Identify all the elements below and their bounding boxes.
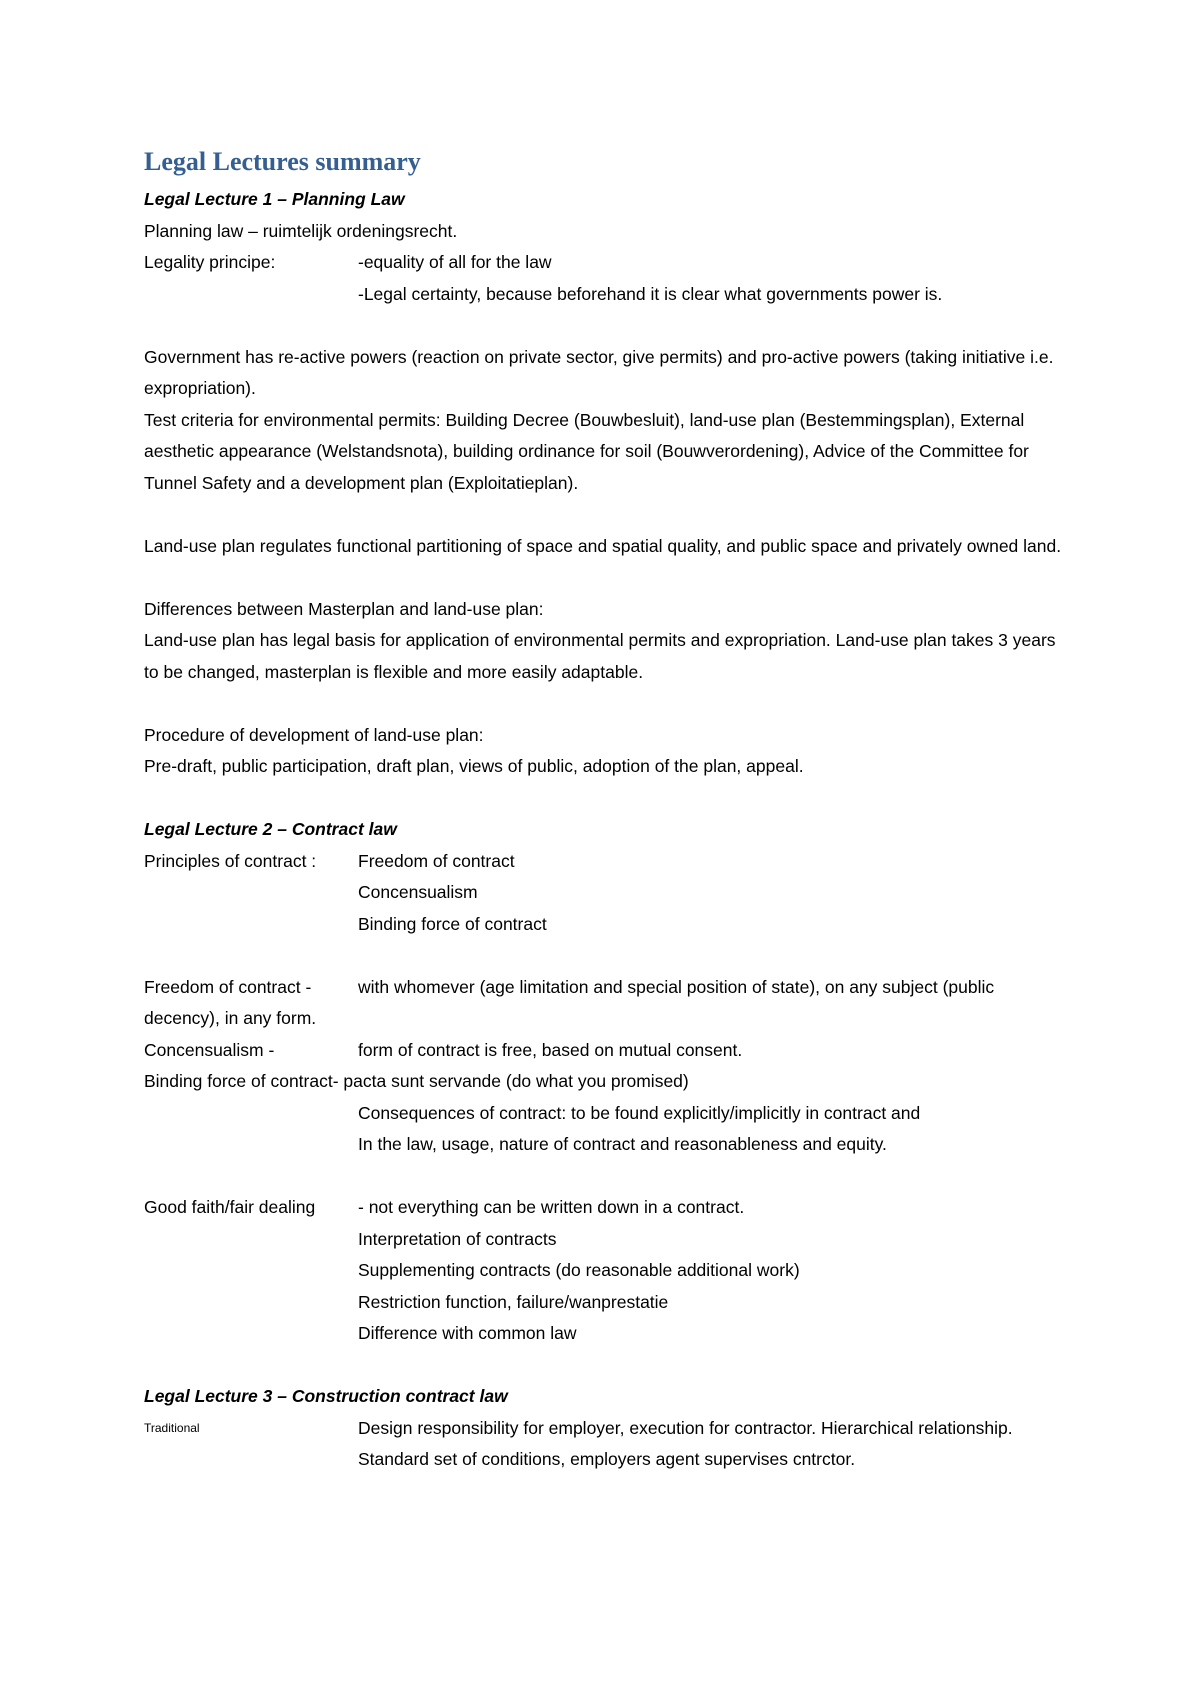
good-faith-row bbox=[144, 1192, 1074, 1224]
binding-force-line bbox=[144, 1066, 1074, 1098]
principles-label: Principles of contract : bbox=[144, 850, 317, 871]
procedure-paragraph: Pre-draft, public participation, draft plan, views of public, adoption of the plan, appeal. bbox=[144, 756, 804, 776]
procedure-heading: Procedure of development of land-use plan: bbox=[144, 724, 484, 745]
good-faith-text: - not everything can be written down in a contract. bbox=[358, 1197, 745, 1217]
legality-label: Legality principe: bbox=[144, 252, 276, 272]
good-faith-item: Supplementing contracts (do reasonable additional work) bbox=[358, 1260, 800, 1280]
legality-principle-row bbox=[144, 247, 1074, 279]
lecture-2-heading: Legal Lecture 2 – Contract law bbox=[144, 819, 397, 839]
document-title: Legal Lectures summary bbox=[144, 147, 421, 176]
differences-paragraph: Land-use plan has legal basis for application of environmental permits and expropriation. Land-use plan takes 3 years to be changed, masterplan is flexible and more easily adaptable. bbox=[144, 630, 1056, 682]
concensualism-text: form of contract is free, based on mutual consent. bbox=[358, 1039, 743, 1060]
freedom-text: with whomever (age limitation and special position of state), on any subject (public decency), in any form. bbox=[144, 976, 995, 1028]
binding-text: pacta sunt servande (do what you promised) bbox=[338, 1071, 689, 1091]
principle-item: Freedom of contract bbox=[358, 850, 515, 871]
freedom-paragraph bbox=[144, 972, 1074, 1035]
spacer bbox=[144, 499, 1074, 531]
spacer bbox=[144, 1161, 1074, 1193]
principle-item: Binding force of contract bbox=[358, 913, 547, 934]
good-faith-item: Difference with common law bbox=[358, 1323, 577, 1343]
spacer bbox=[144, 783, 1074, 815]
test-criteria-paragraph: Test criteria for environmental permits: Building Decree (Bouwbesluit), land-use plan (Bestemmingsplan), External aesthetic appearance (Welstandsnota), building ordinance for soil (Bouwverordening), Advice of the Committee for Tunnel Safety and a development plan (Exploitatieplan). bbox=[144, 409, 1029, 493]
land-use-paragraph: Land-use plan regulates functional partitioning of space and spatial quality, and public space and privately owned land. bbox=[144, 535, 1062, 556]
spacer bbox=[144, 562, 1074, 594]
spacer bbox=[144, 1350, 1074, 1382]
principle-item: Concensualism bbox=[358, 882, 478, 902]
powers-paragraph: Government has re-active powers (reaction on private sector, give permits) and pro-active powers (taking initiative i.e. expropriation). bbox=[144, 346, 1054, 398]
freedom-label: Freedom of contract - bbox=[144, 976, 312, 997]
good-faith-label: Good faith/fair dealing bbox=[144, 1197, 316, 1217]
spacer bbox=[144, 310, 1074, 342]
differences-heading: Differences between Masterplan and land-use plan: bbox=[144, 598, 544, 619]
lecture-3-heading: Legal Lecture 3 – Construction contract law bbox=[144, 1386, 508, 1406]
document-page bbox=[144, 140, 1074, 1476]
spacer bbox=[144, 688, 1074, 720]
good-faith-item: Restriction function, failure/wanprestatie bbox=[358, 1291, 669, 1312]
legality-item: -Legal certainty, because beforehand it is clear what governments power is. bbox=[358, 283, 943, 304]
consequences-line: In the law, usage, nature of contract and reasonableness and equity. bbox=[358, 1134, 887, 1154]
good-faith-item: Interpretation of contracts bbox=[358, 1228, 557, 1249]
lecture-1-heading: Legal Lecture 1 – Planning Law bbox=[144, 189, 405, 209]
traditional-row bbox=[144, 1413, 1074, 1476]
spacer bbox=[144, 940, 1074, 972]
traditional-text: Design responsibility for employer, execution for contractor. Hierarchical relationship. Standard set of conditions, employers agent supervises cntrctor. bbox=[358, 1417, 1013, 1469]
concensualism-label: Concensualism - bbox=[144, 1039, 275, 1060]
concensualism-row bbox=[144, 1035, 1074, 1067]
binding-label: Binding force of contract- bbox=[144, 1071, 339, 1091]
traditional-label: Traditional bbox=[144, 1420, 200, 1435]
planning-law-line: Planning law – ruimtelijk ordeningsrecht. bbox=[144, 220, 458, 241]
consequences-line: Consequences of contract: to be found explicitly/implicitly in contract and bbox=[358, 1102, 921, 1123]
legality-item: -equality of all for the law bbox=[358, 252, 552, 272]
principles-row bbox=[144, 846, 1074, 878]
